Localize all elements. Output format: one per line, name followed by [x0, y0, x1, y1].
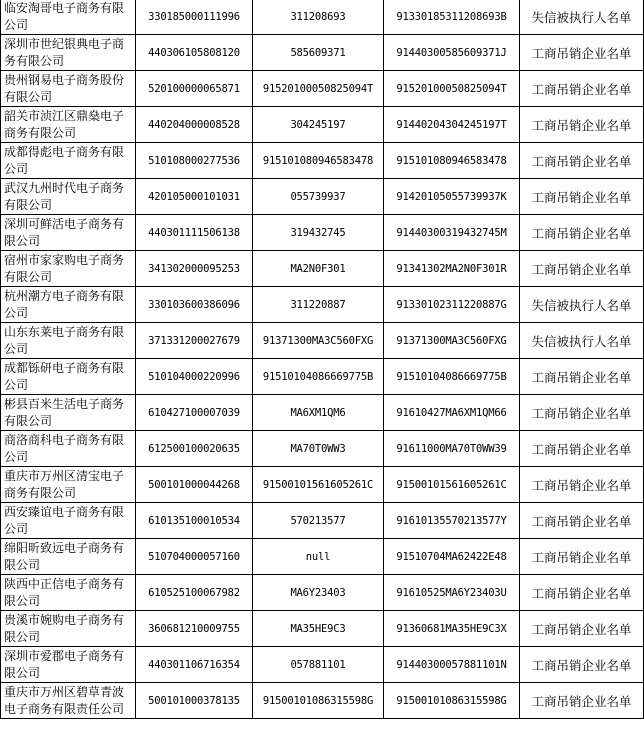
table-row — [1, 0, 644, 35]
organization-code-cell: MA2N0F301 — [253, 251, 384, 287]
credit-code-cell: 91440300585609371J — [384, 35, 520, 71]
credit-code-cell: 91611000MA70T0WW39 — [384, 431, 520, 467]
registration-number-cell: 360681210009755 — [136, 611, 253, 647]
company-name-cell: 西安臻谊电子商务有限公司 — [1, 503, 136, 539]
company-name-cell: 贵州钢易电子商务股份有限公司 — [1, 71, 136, 107]
company-name-cell: 深圳市世纪银典电子商务有限公司 — [1, 35, 136, 71]
organization-code-cell: MA6Y23403 — [253, 575, 384, 611]
organization-code-cell: null — [253, 539, 384, 575]
organization-code-cell: 057881101 — [253, 647, 384, 683]
list-type-cell: 失信被执行人名单 — [520, 0, 644, 35]
list-type-cell: 工商吊销企业名单 — [520, 467, 644, 503]
registration-number-cell: 610525100067982 — [136, 575, 253, 611]
company-name-cell: 成都得彪电子商务有限公司 — [1, 143, 136, 179]
registration-number-cell: 610135100010534 — [136, 503, 253, 539]
registration-number-cell: 510108000277536 — [136, 143, 253, 179]
registration-number-cell: 420105000101031 — [136, 179, 253, 215]
list-type-cell: 工商吊销企业名单 — [520, 611, 644, 647]
registration-number-cell: 500101000378135 — [136, 683, 253, 719]
list-type-cell: 工商吊销企业名单 — [520, 71, 644, 107]
credit-code-cell: 915101080946583478 — [384, 143, 520, 179]
company-name-cell: 彬县百米生活电子商务有限公司 — [1, 395, 136, 431]
registration-number-cell: 440204000008528 — [136, 107, 253, 143]
company-name-cell: 武汉九州时代电子商务有限公司 — [1, 179, 136, 215]
organization-code-cell: 570213577 — [253, 503, 384, 539]
credit-code-cell: 91610427MA6XM1QM66 — [384, 395, 520, 431]
list-type-cell: 工商吊销企业名单 — [520, 179, 644, 215]
table-row — [1, 647, 644, 683]
company-name-cell: 成都铄研电子商务有限公司 — [1, 359, 136, 395]
table-row — [1, 467, 644, 503]
credit-code-cell: 91420105055739937K — [384, 179, 520, 215]
credit-code-cell: 91371300MA3C560FXG — [384, 323, 520, 359]
table-row — [1, 683, 644, 719]
company-name-cell: 临安淘哥电子商务有限公司 — [1, 0, 136, 35]
table-row — [1, 35, 644, 71]
list-type-cell: 工商吊销企业名单 — [520, 503, 644, 539]
table-row — [1, 539, 644, 575]
company-name-cell: 宿州市家家购电子商务有限公司 — [1, 251, 136, 287]
table-row — [1, 575, 644, 611]
organization-code-cell: 91510104086669775B — [253, 359, 384, 395]
list-type-cell: 工商吊销企业名单 — [520, 143, 644, 179]
list-type-cell: 工商吊销企业名单 — [520, 395, 644, 431]
table-row — [1, 431, 644, 467]
registration-number-cell: 440301106716354 — [136, 647, 253, 683]
credit-code-cell: 91510104086669775B — [384, 359, 520, 395]
credit-code-cell: 91330185311208693B — [384, 0, 520, 35]
table-row — [1, 287, 644, 323]
registration-number-cell: 510104000220996 — [136, 359, 253, 395]
company-name-cell: 重庆市万州区碧草青波电子商务有限责任公司 — [1, 683, 136, 719]
company-name-cell: 陕西中正信电子商务有限公司 — [1, 575, 136, 611]
organization-code-cell: 91500101561605261C — [253, 467, 384, 503]
company-name-cell: 深圳可鲜活电子商务有限公司 — [1, 215, 136, 251]
registration-number-cell: 330103600386096 — [136, 287, 253, 323]
list-type-cell: 工商吊销企业名单 — [520, 575, 644, 611]
company-name-cell: 山东东莱电子商务有限公司 — [1, 323, 136, 359]
table-row — [1, 611, 644, 647]
table-row — [1, 107, 644, 143]
registration-number-cell: 520100000065871 — [136, 71, 253, 107]
list-type-cell: 工商吊销企业名单 — [520, 215, 644, 251]
table-row — [1, 359, 644, 395]
credit-code-cell: 91500101086315598G — [384, 683, 520, 719]
credit-code-cell: 91520100050825094T — [384, 71, 520, 107]
company-name-cell: 深圳市爱郡电子商务有限公司 — [1, 647, 136, 683]
credit-code-cell: 91500101561605261C — [384, 467, 520, 503]
registration-number-cell: 610427100007039 — [136, 395, 253, 431]
credit-code-cell: 91330102311220887G — [384, 287, 520, 323]
company-name-cell: 重庆市万州区清宝电子商务有限公司 — [1, 467, 136, 503]
credit-code-cell: 91440300057881101N — [384, 647, 520, 683]
credit-code-cell: 91440300319432745M — [384, 215, 520, 251]
credit-code-cell: 91610525MA6Y23403U — [384, 575, 520, 611]
organization-code-cell: MA6XM1QM6 — [253, 395, 384, 431]
table-row — [1, 251, 644, 287]
table-row — [1, 503, 644, 539]
organization-code-cell: 311220887 — [253, 287, 384, 323]
list-type-cell: 失信被执行人名单 — [520, 323, 644, 359]
company-table-body — [1, 0, 644, 719]
company-name-cell: 贵溪市婉购电子商务有限公司 — [1, 611, 136, 647]
list-type-cell: 工商吊销企业名单 — [520, 647, 644, 683]
organization-code-cell: 585609371 — [253, 35, 384, 71]
organization-code-cell: 311208693 — [253, 0, 384, 35]
list-type-cell: 工商吊销企业名单 — [520, 35, 644, 71]
list-type-cell: 工商吊销企业名单 — [520, 107, 644, 143]
table-row — [1, 71, 644, 107]
registration-number-cell: 500101000044268 — [136, 467, 253, 503]
company-name-cell: 杭州潮方电子商务有限公司 — [1, 287, 136, 323]
list-type-cell: 工商吊销企业名单 — [520, 539, 644, 575]
organization-code-cell: 91500101086315598G — [253, 683, 384, 719]
company-name-cell: 绵阳昕致远电子商务有限公司 — [1, 539, 136, 575]
organization-code-cell: 91371300MA3C560FXG — [253, 323, 384, 359]
registration-number-cell: 440306105808120 — [136, 35, 253, 71]
table-row — [1, 395, 644, 431]
credit-code-cell: 91360681MA35HE9C3X — [384, 611, 520, 647]
organization-code-cell: 91520100050825094T — [253, 71, 384, 107]
list-type-cell: 工商吊销企业名单 — [520, 431, 644, 467]
credit-code-cell: 91610135570213577Y — [384, 503, 520, 539]
credit-code-cell: 91510704MA62422E48 — [384, 539, 520, 575]
organization-code-cell: MA70T0WW3 — [253, 431, 384, 467]
registration-number-cell: 371331200027679 — [136, 323, 253, 359]
list-type-cell: 工商吊销企业名单 — [520, 683, 644, 719]
organization-code-cell: MA35HE9C3 — [253, 611, 384, 647]
registration-number-cell: 510704000057160 — [136, 539, 253, 575]
organization-code-cell: 304245197 — [253, 107, 384, 143]
company-name-cell: 商洛商科电子商务有限公司 — [1, 431, 136, 467]
registration-number-cell: 440301111506138 — [136, 215, 253, 251]
organization-code-cell: 915101080946583478 — [253, 143, 384, 179]
credit-code-cell: 91440204304245197T — [384, 107, 520, 143]
list-type-cell: 工商吊销企业名单 — [520, 251, 644, 287]
organization-code-cell: 319432745 — [253, 215, 384, 251]
company-name-cell: 韶关市浈江区鼎燊电子商务有限公司 — [1, 107, 136, 143]
registration-number-cell: 330185000111996 — [136, 0, 253, 35]
list-type-cell: 失信被执行人名单 — [520, 287, 644, 323]
table-row — [1, 215, 644, 251]
table-row — [1, 323, 644, 359]
list-type-cell: 工商吊销企业名单 — [520, 359, 644, 395]
credit-code-cell: 91341302MA2N0F301R — [384, 251, 520, 287]
registration-number-cell: 341302000095253 — [136, 251, 253, 287]
table-row — [1, 179, 644, 215]
organization-code-cell: 055739937 — [253, 179, 384, 215]
table-row — [1, 143, 644, 179]
registration-number-cell: 612500100020635 — [136, 431, 253, 467]
